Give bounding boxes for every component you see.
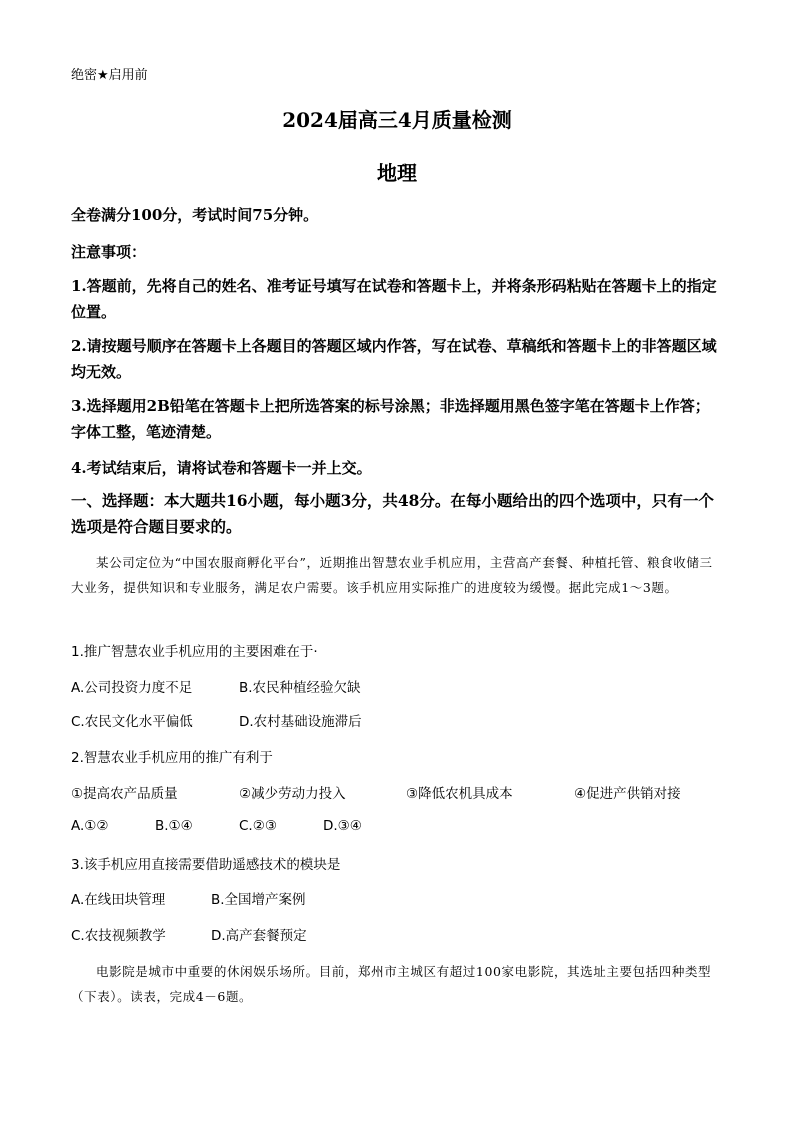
- question-2-item-4: ④促进产供销对接: [574, 786, 681, 802]
- question-3-option-a: A.在线田块管理: [71, 892, 166, 908]
- question-2-option-c: C.②③: [239, 818, 277, 834]
- passage-1: 某公司定位为“中国农服商孵化平台”，近期推出智慧农业手机应用，主营高产套餐、种植托管、粮食收储三大业务，提供知识和专业服务，满足农户需要。该手机应用实际推广的进度较为缓慢。据此完成1～3题。: [71, 555, 713, 595]
- question-2-item-1: ①提高农产品质量: [71, 786, 178, 802]
- question-1-option-d: D.农村基础设施滞后: [239, 714, 362, 730]
- question-3-option-d: D.高产套餐预定: [211, 928, 307, 944]
- passage-2: 电影院是城市中重要的休闲娱乐场所。目前，郑州市主城区有超过100家电影院，其选址主要包括四种类型（下表）。读表，完成4－6题。: [71, 964, 712, 1004]
- notice-item-4: 4.考试结束后，请将试卷和答题卡一并上交。: [71, 459, 372, 477]
- notice-item-2: 2.请按题号顺序在答题卡上各题目的答题区域内作答，写在试卷、草稿纸和答题卡上的非答题区域均无效。: [71, 337, 717, 381]
- question-3-option-b: B.全国增产案例: [211, 892, 306, 908]
- question-1-option-c: C.农民文化水平偏低: [71, 714, 193, 730]
- subject-title: 地理: [377, 161, 417, 185]
- question-3-stem: 3.该手机应用直接需要借助遥感技术的模块是: [71, 857, 341, 873]
- question-2-item-3: ③降低农机具成本: [406, 786, 513, 802]
- exam-title: 2024届高三4月质量检测: [282, 108, 512, 132]
- score-time-line: 全卷满分100分，考试时间75分钟。: [71, 206, 319, 224]
- question-2-option-d: D.③④: [323, 818, 362, 834]
- notice-heading: 注意事项：: [71, 243, 147, 261]
- question-2-stem: 2.智慧农业手机应用的推广有利于: [71, 750, 273, 766]
- notice-item-3: 3.选择题用2B铅笔在答题卡上把所选答案的标号涂黑；非选择题用黑色签字笔在答题卡上作答；字体工整，笔迹清楚。: [71, 397, 710, 441]
- question-1-stem: 1.推广智慧农业手机应用的主要困难在于·: [71, 644, 318, 660]
- confidential-label: 绝密★启用前: [71, 68, 148, 83]
- question-2-item-2: ②减少劳动力投入: [239, 786, 346, 802]
- question-2-option-b: B.①④: [155, 818, 193, 834]
- question-2-option-a: A.①②: [71, 818, 109, 834]
- question-1-option-b: B.农民种植经验欠缺: [239, 680, 361, 696]
- question-3-option-c: C.农技视频教学: [71, 928, 166, 944]
- question-1-option-a: A.公司投资力度不足: [71, 680, 193, 696]
- section-heading: 一、选择题：本大题共16小题，每小题3分，共48分。在每小题给出的四个选项中，只有一个选项是符合题目要求的。: [71, 491, 714, 536]
- notice-item-1: 1.答题前，先将自己的姓名、准考证号填写在试卷和答题卡上，并将条形码粘贴在答题卡上的指定位置。: [71, 277, 717, 321]
